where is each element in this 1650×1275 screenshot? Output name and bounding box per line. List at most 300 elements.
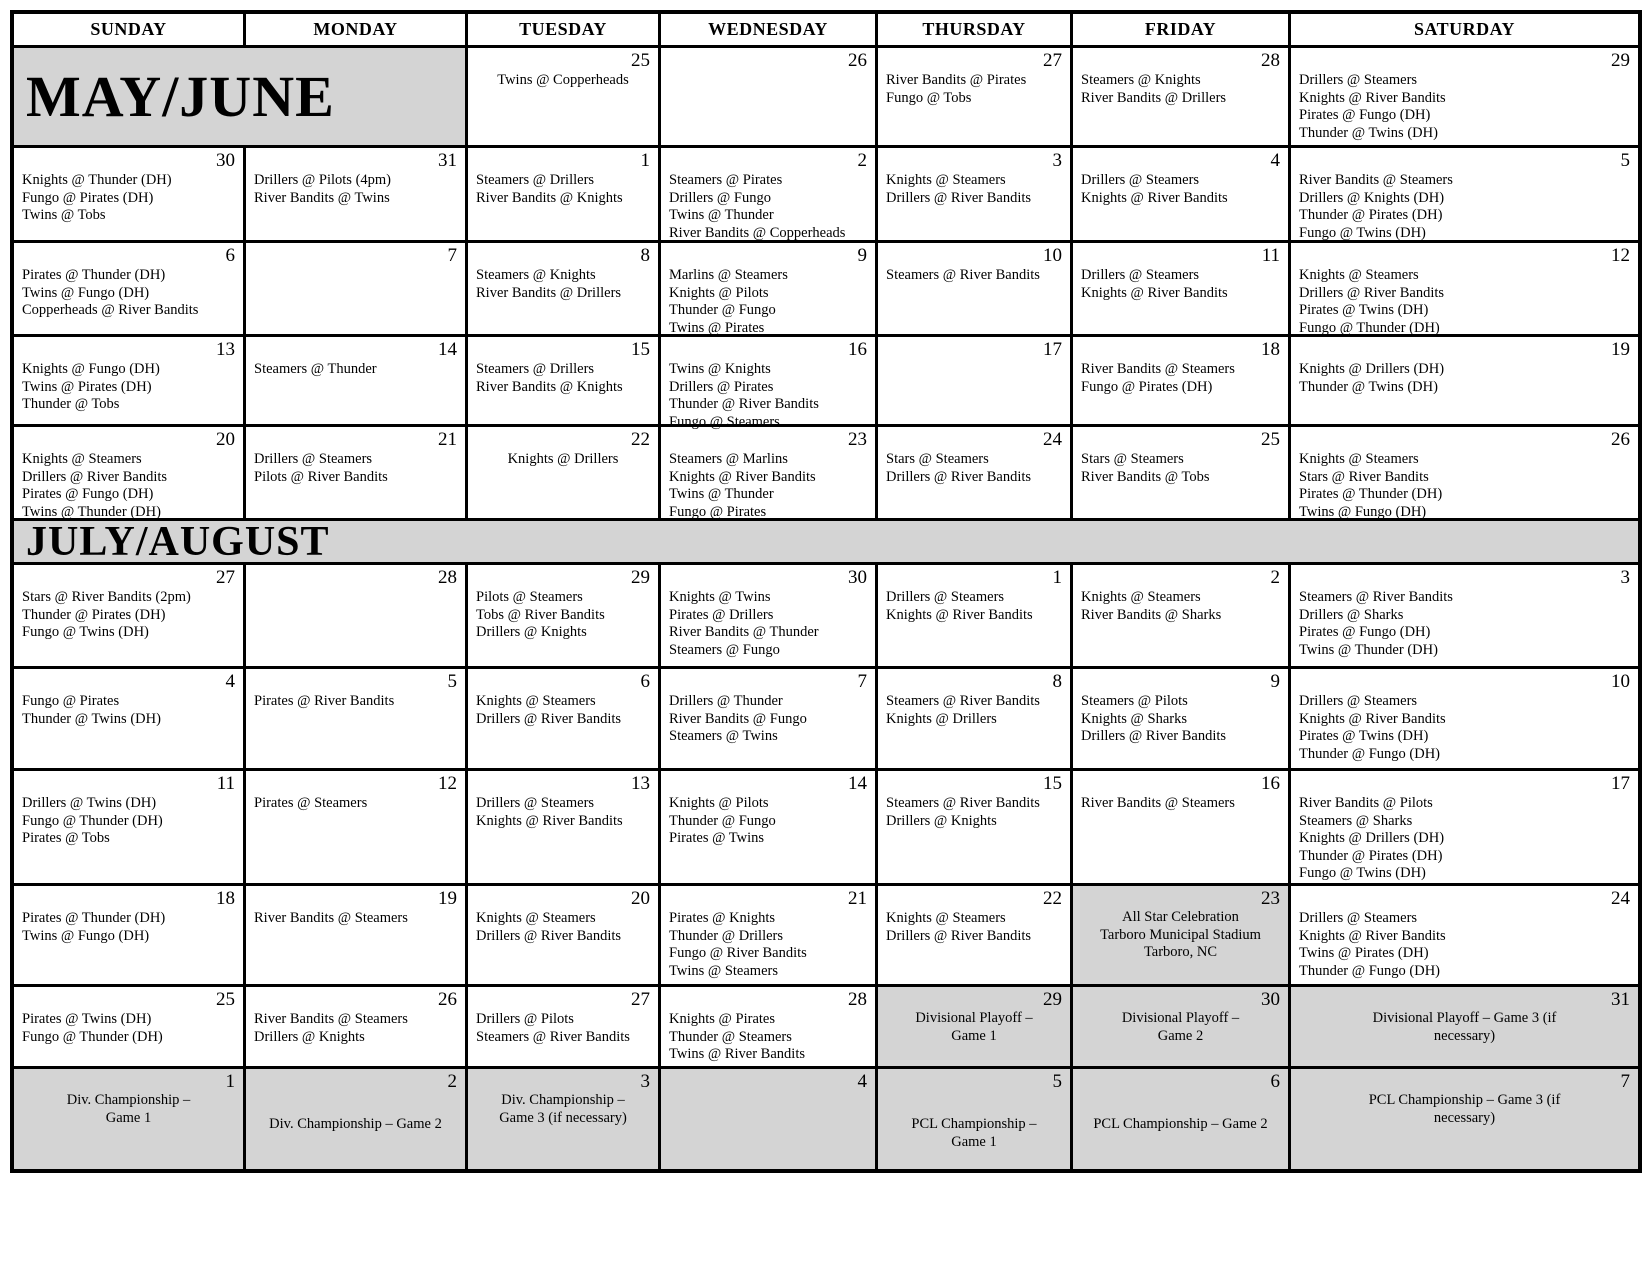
game-entry: River Bandits @ Fungo <box>669 710 807 727</box>
game-entry: Twins @ Pirates (DH) <box>22 378 152 395</box>
game-list <box>246 692 465 713</box>
game-list <box>468 794 658 832</box>
day-number: 4 <box>225 671 235 692</box>
day-number: 29 <box>1043 989 1062 1010</box>
day-cell <box>14 987 246 1069</box>
game-list <box>14 171 243 227</box>
game-entry: Drillers @ River Bandits <box>1299 284 1445 301</box>
game-list <box>661 692 875 748</box>
game-entry: Knights @ Steamers <box>476 910 596 926</box>
day-number: 16 <box>848 339 867 360</box>
day-number: 16 <box>1261 773 1280 794</box>
game-entry: Knights @ Drillers <box>507 451 619 467</box>
game-list <box>14 909 243 947</box>
game-entry: Knights @ Drillers <box>886 710 997 727</box>
game-entry: Fungo @ Pirates <box>22 693 120 709</box>
game-list <box>1073 794 1288 815</box>
event-note <box>878 1116 1070 1151</box>
day-number: 28 <box>848 989 867 1010</box>
day-number: 1 <box>640 150 650 171</box>
day-cell <box>661 669 878 771</box>
day-cell <box>1291 886 1638 987</box>
day-number: 7 <box>857 671 867 692</box>
day-number: 10 <box>1611 671 1630 692</box>
game-entry: Twins @ River Bandits <box>669 1046 805 1062</box>
day-cell <box>1291 337 1638 427</box>
game-list <box>14 450 243 523</box>
game-entry: Drillers @ Knights <box>886 812 997 829</box>
day-number: 20 <box>631 888 650 909</box>
day-number: 6 <box>225 245 235 266</box>
game-entry: River Bandits @ Drillers <box>476 284 622 301</box>
game-entry: Knights @ Steamers <box>1299 267 1419 283</box>
day-number: 15 <box>631 339 650 360</box>
game-entry: Knights @ Steamers <box>1299 451 1419 467</box>
game-list <box>468 450 658 471</box>
game-entry: Thunder @ Pirates (DH) <box>1299 847 1443 864</box>
day-cell <box>1073 148 1291 243</box>
game-entry: Fungo @ River Bandits <box>669 945 807 961</box>
game-entry: River Bandits @ Copperheads <box>669 224 846 241</box>
game-entry: Copperheads @ River Bandits <box>22 302 199 318</box>
day-cell <box>878 48 1073 148</box>
day-cell <box>878 565 1073 669</box>
event-note <box>14 1092 243 1127</box>
day-number: 2 <box>1270 567 1280 588</box>
event-note-line: Game 3 (if necessary) <box>499 1109 627 1126</box>
day-number: 29 <box>1611 50 1630 71</box>
game-entry: Drillers @ Steamers <box>1299 72 1418 88</box>
game-entry: Knights @ River Bandits <box>1081 189 1228 206</box>
game-entry: Knights @ River Bandits <box>476 812 623 829</box>
day-cell <box>14 886 246 987</box>
game-entry: Steamers @ Drillers <box>476 172 595 188</box>
game-entry: Stars @ Steamers <box>886 451 989 467</box>
game-entry: River Bandits @ Twins <box>254 189 390 206</box>
game-list <box>878 588 1070 626</box>
game-list <box>661 588 875 661</box>
game-list <box>14 794 243 850</box>
day-number: 14 <box>438 339 457 360</box>
day-number: 25 <box>1261 429 1280 450</box>
game-entry: River Bandits @ Thunder <box>669 624 819 640</box>
day-cell <box>1291 243 1638 337</box>
event-note <box>1291 1010 1638 1045</box>
game-entry: Drillers @ Pirates <box>669 378 774 395</box>
day-number: 29 <box>631 567 650 588</box>
day-cell <box>1073 565 1291 669</box>
day-number: 22 <box>1043 888 1062 909</box>
day-cell <box>661 1069 878 1169</box>
game-entry: Twins @ Knights <box>669 361 771 377</box>
day-number: 17 <box>1043 339 1062 360</box>
day-cell <box>14 148 246 243</box>
game-entry: Steamers @ Pilots <box>1081 693 1188 709</box>
game-list <box>661 909 875 982</box>
day-cell <box>246 427 468 521</box>
game-entry: River Bandits @ Sharks <box>1081 606 1222 623</box>
game-entry: Drillers @ River Bandits <box>1081 728 1227 744</box>
game-entry: River Bandits @ Knights <box>476 189 623 206</box>
event-note-line: necessary) <box>1433 1027 1496 1044</box>
day-cell <box>661 427 878 521</box>
game-list <box>1291 71 1638 144</box>
day-number: 2 <box>447 1071 457 1092</box>
day-cell <box>661 48 878 148</box>
game-entry: Thunder @ Fungo <box>669 812 776 829</box>
day-cell <box>246 148 468 243</box>
game-entry: Knights @ Drillers (DH) <box>1299 361 1445 377</box>
day-number: 31 <box>438 150 457 171</box>
day-cell <box>878 243 1073 337</box>
day-number: 26 <box>438 989 457 1010</box>
game-entry: Thunder @ Tobs <box>22 396 120 412</box>
day-cell <box>661 565 878 669</box>
day-number: 25 <box>216 989 235 1010</box>
game-list <box>468 171 658 209</box>
day-cell <box>1073 427 1291 521</box>
day-cell <box>1291 987 1638 1069</box>
game-entry: Knights @ River Bandits <box>669 468 816 485</box>
game-entry: Drillers @ River Bandits <box>22 468 168 485</box>
game-entry: Knights @ River Bandits <box>1299 927 1446 944</box>
day-number: 27 <box>631 989 650 1010</box>
event-note-line: necessary) <box>1433 1109 1496 1126</box>
game-entry: Twins @ Thunder (DH) <box>22 503 161 520</box>
game-list <box>1291 360 1638 398</box>
day-number: 6 <box>640 671 650 692</box>
day-number: 4 <box>857 1071 867 1092</box>
game-list <box>468 1010 658 1048</box>
day-cell <box>14 243 246 337</box>
day-cell <box>661 771 878 886</box>
event-note-line: Game 1 <box>951 1133 997 1150</box>
game-entry: Twins @ Fungo (DH) <box>22 284 150 301</box>
day-cell <box>878 1069 1073 1169</box>
game-entry: Drillers @ Steamers <box>476 795 595 811</box>
event-note <box>1073 909 1288 962</box>
game-entry: Stars @ River Bandits <box>1299 468 1429 485</box>
game-entry: River Bandits @ Steamers <box>1299 172 1453 188</box>
day-number: 15 <box>1043 773 1062 794</box>
day-cell <box>14 1069 246 1169</box>
day-cell <box>246 669 468 771</box>
event-note-line: All Star Celebration <box>1122 909 1239 925</box>
game-entry: River Bandits @ Pilots <box>1299 795 1433 811</box>
game-list <box>1073 450 1288 488</box>
day-cell <box>878 669 1073 771</box>
game-list <box>661 794 875 850</box>
day-number: 13 <box>216 339 235 360</box>
game-entry: Knights @ Steamers <box>22 451 142 467</box>
day-cell <box>1073 48 1291 148</box>
day-number: 28 <box>438 567 457 588</box>
weekday-header-sunday: SUNDAY <box>14 14 246 48</box>
game-entry: Pirates @ Fungo (DH) <box>22 486 154 502</box>
event-note <box>878 1010 1070 1045</box>
game-list <box>246 450 465 488</box>
game-list <box>1291 266 1638 339</box>
game-list <box>246 1010 465 1048</box>
game-entry: Knights @ Drillers (DH) <box>1299 830 1445 846</box>
day-cell <box>878 886 1073 987</box>
day-cell <box>468 886 661 987</box>
game-entry: Drillers @ Knights <box>476 624 587 640</box>
game-entry: Thunder @ Pirates (DH) <box>22 606 166 623</box>
day-cell <box>661 987 878 1069</box>
game-list <box>878 909 1070 947</box>
game-entry: River Bandits @ Drillers <box>1081 89 1227 106</box>
event-note-line: PCL Championship – Game 3 (if <box>1368 1092 1561 1108</box>
game-entry: Fungo @ Tobs <box>886 89 972 106</box>
day-number: 11 <box>1261 245 1280 266</box>
game-entry: Thunder @ Twins (DH) <box>22 710 161 727</box>
game-list <box>14 360 243 416</box>
game-entry: Thunder @ Twins (DH) <box>1299 124 1438 141</box>
game-entry: Pirates @ Thunder (DH) <box>1299 486 1443 502</box>
day-cell <box>1291 565 1638 669</box>
game-entry: Pirates @ Twins (DH) <box>1299 302 1429 318</box>
day-number: 11 <box>216 773 235 794</box>
day-number: 21 <box>438 429 457 450</box>
event-note-line: Tarboro, NC <box>1143 944 1218 960</box>
game-list <box>14 1010 243 1048</box>
day-number: 24 <box>1611 888 1630 909</box>
game-list <box>246 360 465 381</box>
game-entry: Pirates @ Knights <box>669 910 775 926</box>
game-entry: River Bandits @ Knights <box>476 378 623 395</box>
day-cell <box>468 427 661 521</box>
day-cell <box>468 771 661 886</box>
game-list <box>1073 360 1288 398</box>
game-entry: Drillers @ Knights (DH) <box>1299 189 1445 206</box>
game-entry: Drillers @ Fungo <box>669 189 771 206</box>
game-list <box>14 692 243 730</box>
game-entry: Pirates @ Twins (DH) <box>22 1011 152 1027</box>
weekday-header-wednesday: WEDNESDAY <box>661 14 878 48</box>
day-number: 23 <box>1261 888 1280 909</box>
day-number: 21 <box>848 888 867 909</box>
day-cell <box>468 243 661 337</box>
day-cell <box>878 148 1073 243</box>
day-cell <box>14 337 246 427</box>
section-title: JULY/AUGUST <box>26 518 330 565</box>
game-entry: Steamers @ River Bandits <box>886 267 1040 283</box>
day-cell <box>468 48 661 148</box>
game-entry: Pirates @ Thunder (DH) <box>22 267 166 283</box>
game-list <box>1073 171 1288 209</box>
day-cell <box>468 148 661 243</box>
game-entry: Thunder @ Pirates (DH) <box>1299 207 1443 223</box>
day-cell <box>1073 243 1291 337</box>
game-entry: Steamers @ River Bandits <box>1299 589 1453 605</box>
game-entry: Drillers @ Pilots <box>476 1011 574 1027</box>
game-entry: Knights @ Thunder (DH) <box>22 172 172 188</box>
game-entry: Drillers @ River Bandits <box>886 927 1032 944</box>
day-cell <box>1073 771 1291 886</box>
game-entry: Steamers @ Knights <box>1081 72 1201 88</box>
day-number: 9 <box>1270 671 1280 692</box>
day-cell <box>878 987 1073 1069</box>
game-list <box>1291 450 1638 523</box>
game-list <box>468 360 658 398</box>
weekday-header-thursday: THURSDAY <box>878 14 1073 48</box>
game-list <box>468 266 658 304</box>
game-entry: Pirates @ Twins (DH) <box>1299 728 1429 744</box>
game-entry: Pilots @ River Bandits <box>254 468 388 485</box>
event-note-line: Tarboro Municipal Stadium <box>1100 926 1261 943</box>
event-note-line: Game 1 <box>951 1027 997 1044</box>
day-cell <box>1291 427 1638 521</box>
game-entry: Pirates @ Twins <box>669 830 765 846</box>
game-list <box>246 794 465 815</box>
day-cell <box>246 337 468 427</box>
game-entry: Twins @ Fungo (DH) <box>22 927 150 944</box>
section-title: MAY/JUNE <box>26 64 335 129</box>
game-entry: Knights @ Steamers <box>476 693 596 709</box>
day-cell <box>468 337 661 427</box>
game-entry: Knights @ River Bandits <box>1299 710 1446 727</box>
event-note-line: Divisional Playoff – Game 3 (if <box>1372 1010 1557 1026</box>
game-entry: Thunder @ Drillers <box>669 927 784 944</box>
day-number: 3 <box>1052 150 1062 171</box>
game-entry: Pirates @ River Bandits <box>254 693 395 709</box>
game-list <box>1291 794 1638 885</box>
section-banner <box>14 48 468 148</box>
game-entry: Steamers @ Sharks <box>1299 812 1413 829</box>
game-entry: Fungo @ Pirates (DH) <box>22 189 154 206</box>
day-number: 19 <box>1611 339 1630 360</box>
day-number: 27 <box>216 567 235 588</box>
game-list <box>661 360 875 433</box>
game-entry: Fungo @ Steamers <box>669 413 780 430</box>
day-cell <box>1073 987 1291 1069</box>
game-list <box>661 171 875 244</box>
game-list <box>468 71 658 92</box>
game-list <box>468 909 658 947</box>
game-entry: Drillers @ Twins (DH) <box>22 795 157 811</box>
game-list <box>878 171 1070 209</box>
game-list <box>1291 692 1638 765</box>
game-entry: River Bandits @ Steamers <box>254 1011 408 1027</box>
day-number: 7 <box>447 245 457 266</box>
game-entry: Fungo @ Thunder (DH) <box>22 1028 163 1045</box>
game-entry: Twins @ Pirates <box>669 319 765 336</box>
game-entry: Twins @ Tobs <box>22 207 106 223</box>
game-entry: Drillers @ Steamers <box>1299 693 1418 709</box>
game-list <box>1073 266 1288 304</box>
day-cell <box>14 669 246 771</box>
day-number: 18 <box>216 888 235 909</box>
day-number: 30 <box>848 567 867 588</box>
game-list <box>14 266 243 322</box>
day-cell <box>246 987 468 1069</box>
game-list <box>661 450 875 523</box>
event-note-line: Div. Championship – <box>501 1092 625 1108</box>
game-entry: Knights @ Steamers <box>886 172 1006 188</box>
event-note-line: Div. Championship – Game 2 <box>269 1116 442 1132</box>
event-note-line: Game 1 <box>105 1109 152 1126</box>
event-note-line: PCL Championship – <box>911 1116 1037 1132</box>
game-list <box>1073 588 1288 626</box>
day-number: 7 <box>1620 1071 1630 1092</box>
day-cell <box>661 243 878 337</box>
game-list <box>1291 171 1638 244</box>
day-cell <box>468 987 661 1069</box>
game-entry: Thunder @ Fungo (DH) <box>1299 962 1441 979</box>
game-entry: Thunder @ Fungo <box>669 302 776 318</box>
game-entry: Thunder @ Twins (DH) <box>1299 378 1438 395</box>
day-cell <box>246 886 468 987</box>
game-entry: Knights @ Steamers <box>886 910 1006 926</box>
event-note-line: Divisional Playoff – <box>915 1010 1033 1026</box>
day-cell <box>14 427 246 521</box>
weekday-header-friday: FRIDAY <box>1073 14 1291 48</box>
day-cell <box>1073 1069 1291 1169</box>
game-entry: Drillers @ River Bandits <box>476 927 622 944</box>
day-number: 6 <box>1270 1071 1280 1092</box>
day-cell <box>246 1069 468 1169</box>
day-cell <box>878 337 1073 427</box>
game-entry: Knights @ Sharks <box>1081 710 1187 727</box>
game-entry: Drillers @ River Bandits <box>886 189 1032 206</box>
event-note <box>1073 1116 1288 1134</box>
game-entry: Twins @ Thunder <box>669 486 774 502</box>
day-number: 26 <box>1611 429 1630 450</box>
game-entry: Pirates @ Drillers <box>669 606 774 623</box>
game-entry: Drillers @ Steamers <box>254 451 373 467</box>
game-entry: Twins @ Steamers <box>669 962 778 979</box>
event-note <box>1291 1092 1638 1127</box>
day-cell <box>246 771 468 886</box>
game-entry: Drillers @ Thunder <box>669 693 783 709</box>
game-entry: Tobs @ River Bandits <box>476 606 605 623</box>
game-entry: Pirates @ Thunder (DH) <box>22 910 166 926</box>
day-number: 14 <box>848 773 867 794</box>
event-note-line: Divisional Playoff – <box>1121 1010 1240 1026</box>
game-entry: Thunder @ Fungo (DH) <box>1299 745 1441 762</box>
game-list <box>878 71 1070 109</box>
game-entry: Pilots @ Steamers <box>476 589 583 605</box>
game-entry: Twins @ Fungo (DH) <box>1299 503 1427 520</box>
game-list <box>878 450 1070 488</box>
day-cell <box>878 771 1073 886</box>
weekday-header-monday: MONDAY <box>246 14 468 48</box>
game-list <box>246 909 465 930</box>
day-number: 22 <box>631 429 650 450</box>
game-list <box>14 588 243 644</box>
day-cell <box>661 148 878 243</box>
day-number: 10 <box>1043 245 1062 266</box>
game-entry: Drillers @ Sharks <box>1299 606 1404 623</box>
section-banner <box>14 518 1638 565</box>
day-cell <box>1291 148 1638 243</box>
game-entry: River Bandits @ Tobs <box>1081 468 1210 485</box>
day-cell <box>14 771 246 886</box>
game-entry: Steamers @ Twins <box>669 728 778 744</box>
event-note <box>246 1116 465 1134</box>
day-number: 3 <box>1620 567 1630 588</box>
game-entry: Stars @ River Bandits (2pm) <box>22 589 191 605</box>
day-number: 12 <box>438 773 457 794</box>
day-cell <box>1073 337 1291 427</box>
game-entry: Pirates @ Tobs <box>22 830 110 846</box>
game-entry: Twins @ Thunder <box>669 207 774 223</box>
game-entry: Fungo @ Twins (DH) <box>22 624 149 640</box>
day-number: 30 <box>216 150 235 171</box>
day-cell <box>246 565 468 669</box>
day-number: 5 <box>1052 1071 1062 1092</box>
